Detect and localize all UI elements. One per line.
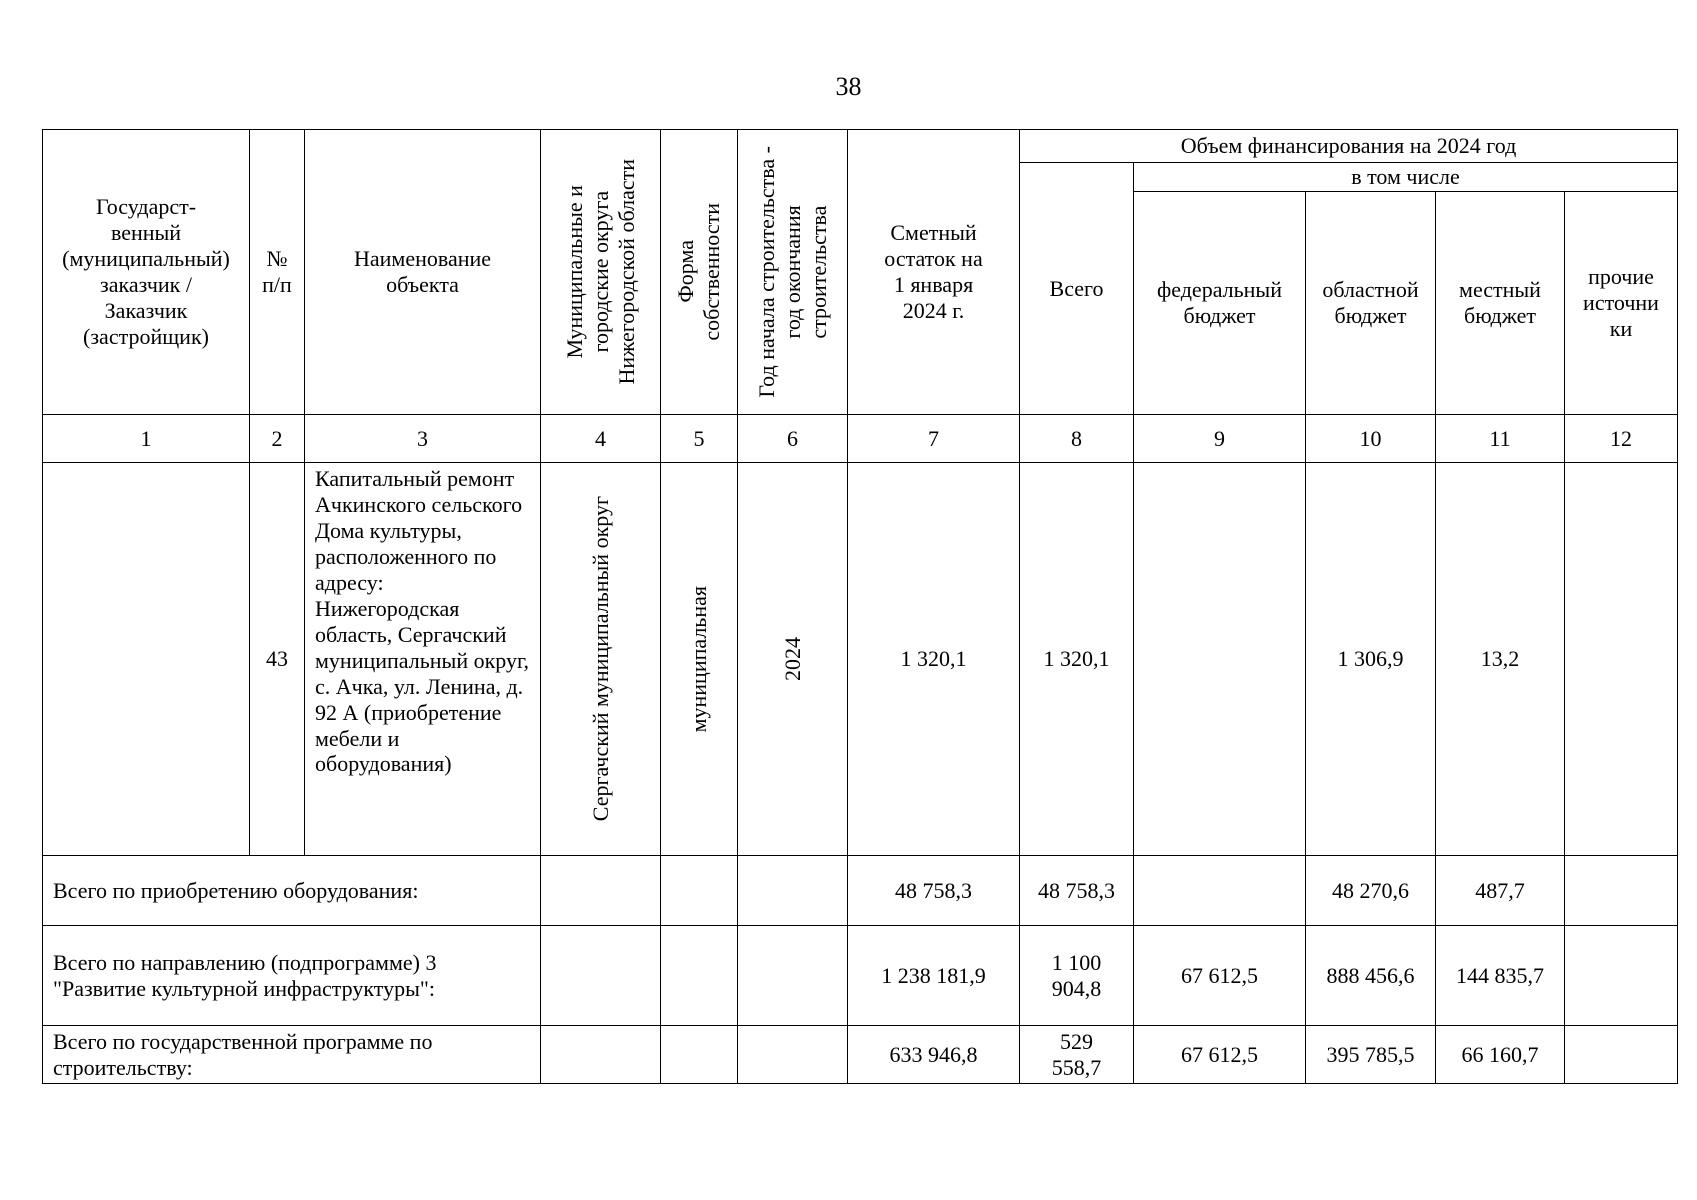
summary-regional: 888 456,6 bbox=[1306, 926, 1436, 1026]
object-other bbox=[1565, 463, 1678, 856]
object-regional: 1 306,9 bbox=[1306, 463, 1436, 856]
column-number: 6 bbox=[738, 415, 848, 463]
column-number: 1 bbox=[43, 415, 250, 463]
empty-cell bbox=[661, 1026, 738, 1084]
summary-total: 529 558,7 bbox=[1020, 1026, 1134, 1084]
object-estimate: 1 320,1 bbox=[848, 463, 1020, 856]
column-number: 11 bbox=[1436, 415, 1565, 463]
object-ownership: муниципальная bbox=[661, 463, 738, 856]
object-local: 13,2 bbox=[1436, 463, 1565, 856]
financing-table bbox=[42, 129, 1678, 1084]
summary-total: 1 100 904,8 bbox=[1020, 926, 1134, 1026]
object-federal bbox=[1134, 463, 1306, 856]
column-number: 5 bbox=[661, 415, 738, 463]
summary-regional: 48 270,6 bbox=[1306, 856, 1436, 926]
empty-cell bbox=[541, 1026, 661, 1084]
summary-federal: 67 612,5 bbox=[1134, 1026, 1306, 1084]
column-number: 2 bbox=[250, 415, 305, 463]
summary-federal: 67 612,5 bbox=[1134, 926, 1306, 1026]
column-number: 10 bbox=[1306, 415, 1436, 463]
summary-other bbox=[1565, 1026, 1678, 1084]
column-number: 12 bbox=[1565, 415, 1678, 463]
summary-estimate: 1 238 181,9 bbox=[848, 926, 1020, 1026]
empty-cell bbox=[738, 1026, 848, 1084]
empty-cell bbox=[738, 926, 848, 1026]
summary-other bbox=[1565, 856, 1678, 926]
object-total: 1 320,1 bbox=[1020, 463, 1134, 856]
empty-cell bbox=[661, 926, 738, 1026]
header-local: местный бюджет bbox=[1436, 192, 1565, 415]
header-funding-group: Объем финансирования на 2024 год bbox=[1020, 130, 1678, 163]
header-municipality: Муниципальные и городские округа Нижегородской области bbox=[541, 130, 661, 415]
header-estimate: Сметный остаток на 1 января 2024 г. bbox=[848, 130, 1020, 415]
object-row bbox=[43, 463, 1678, 856]
header-federal: федеральный бюджет bbox=[1134, 192, 1306, 415]
header-years: Год начала строительства - год окончания строительства bbox=[738, 130, 848, 415]
summary-federal bbox=[1134, 856, 1306, 926]
empty-cell bbox=[541, 856, 661, 926]
page-number: 38 bbox=[835, 72, 862, 101]
object-number: 43 bbox=[250, 463, 305, 856]
object-customer bbox=[43, 463, 250, 856]
summary-row bbox=[43, 1026, 1678, 1084]
summary-label: Всего по направлению (подпрограмме) 3 "Развитие культурной инфраструктуры": bbox=[43, 926, 541, 1026]
summary-local: 66 160,7 bbox=[1436, 1026, 1565, 1084]
header-total: Всего bbox=[1020, 163, 1134, 415]
column-number: 9 bbox=[1134, 415, 1306, 463]
column-number: 7 bbox=[848, 415, 1020, 463]
summary-total: 48 758,3 bbox=[1020, 856, 1134, 926]
summary-estimate: 48 758,3 bbox=[848, 856, 1020, 926]
empty-cell bbox=[661, 856, 738, 926]
header-other: прочие источни ки bbox=[1565, 192, 1678, 415]
object-years: 2024 bbox=[738, 463, 848, 856]
header-object-name: Наименование объекта bbox=[305, 130, 541, 415]
header-regional: областной бюджет bbox=[1306, 192, 1436, 415]
summary-label: Всего по государственной программе по строительству: bbox=[43, 1026, 541, 1084]
summary-row bbox=[43, 926, 1678, 1026]
object-name: Капитальный ремонт Ачкинского сельского Дома культуры, расположенного по адресу: Нижегородская область, Сергачский муниципальный округ, с. Ачка, ул. Ленина, д. 92 А (приобретение мебели и оборудования) bbox=[305, 463, 541, 856]
header-number: № п/п bbox=[250, 130, 305, 415]
summary-local: 144 835,7 bbox=[1436, 926, 1565, 1026]
column-numbers-row bbox=[43, 415, 1678, 463]
column-number: 4 bbox=[541, 415, 661, 463]
column-number: 3 bbox=[305, 415, 541, 463]
summary-regional: 395 785,5 bbox=[1306, 1026, 1436, 1084]
header-ownership: Форма собственности bbox=[661, 130, 738, 415]
summary-row bbox=[43, 856, 1678, 926]
header-including: в том числе bbox=[1134, 163, 1678, 192]
object-municipality: Сергачский муниципальный округ bbox=[541, 463, 661, 856]
column-number: 8 bbox=[1020, 415, 1134, 463]
summary-label: Всего по приобретению оборудования: bbox=[43, 856, 541, 926]
summary-estimate: 633 946,8 bbox=[848, 1026, 1020, 1084]
summary-local: 487,7 bbox=[1436, 856, 1565, 926]
header-customer: Государст- венный (муниципальный) заказчик / Заказчик (застройщик) bbox=[43, 130, 250, 415]
empty-cell bbox=[541, 926, 661, 1026]
summary-other bbox=[1565, 926, 1678, 1026]
empty-cell bbox=[738, 856, 848, 926]
